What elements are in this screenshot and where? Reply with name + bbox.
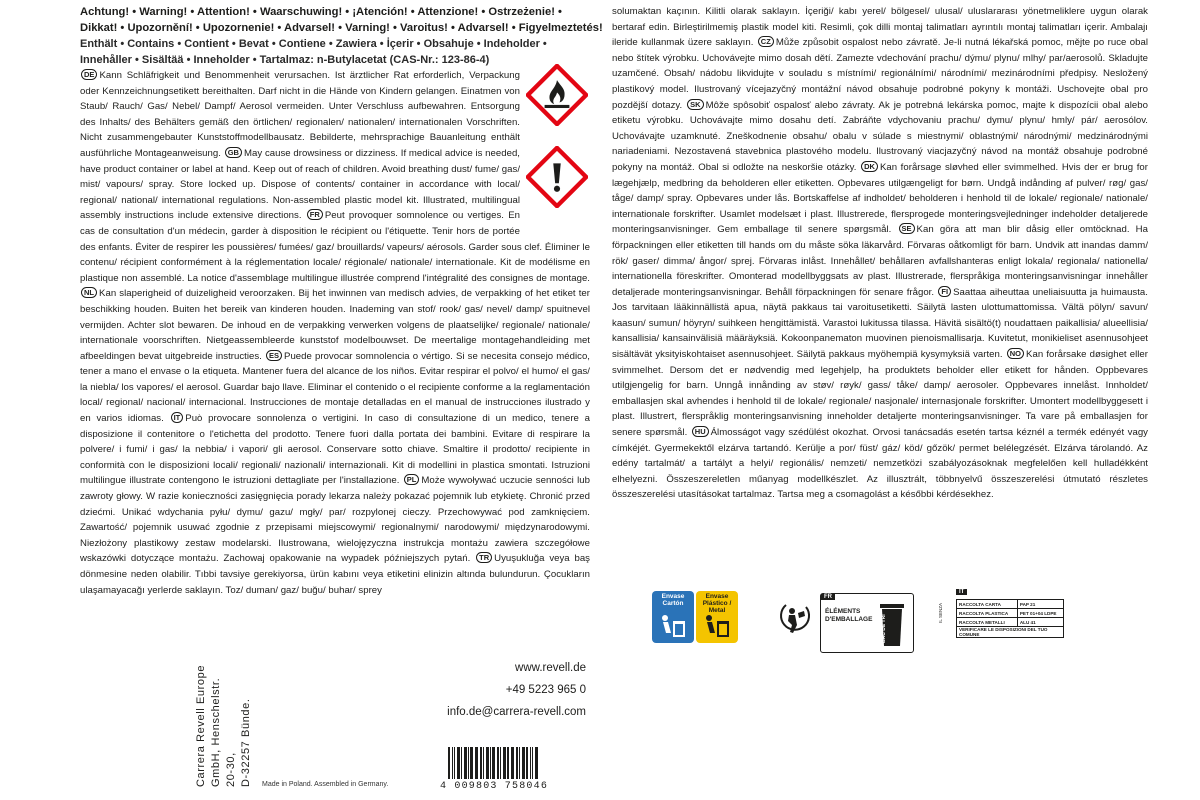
right-column [612,4,1148,503]
language-badge-it: IT [171,412,184,423]
safety-text-es: Puede provocar somnolencia o vértigo. Si se necesita consejo médico, tener a mano el envase o la etiqueta. Mantener fuera del alcance de los niños. Evitar respirar el polvo/ el humo/ el gas/ la niebla/ los vapores/ el aerosol. Guardar bajo llave. Eliminar el contenido o el recipiente conforme a la reglamentación local/ regional/ nacional/ internacional. Instrucciones de montaje detalladas en el manual de instrucciones ilustrado y en varios idiomas. [80,350,590,425]
exclamation-hazard-icon [526,146,588,208]
barcode-bar [530,747,531,779]
it-recycling-table [956,599,1064,638]
barcode-bar [526,747,528,779]
language-badge-hu: HU [692,426,709,437]
barcode-bar [457,747,460,779]
safety-text-de: Kann Schläfrigkeit und Benommenheit verursachen. Ist ärztlicher Rat erforderlich, Verpackung oder Kennzeichnungsetikett bereithalten. Darf nicht in die Hände von Kindern gelangen. Einatmen von Staub/ Rauch/ Gas/ Nebel/ Dampf/ Aerosol vermeiden. Unter Verschluss aufbewahren. Entsorgung des Inhalts/ des Behälters gemäß den örtlichen/ regionalen/ nationalen/ internationalen Vorschriften. Nicht zusammengebauter Kunststoffmodellbausatz. Bebilderte, mehrsprachige Bauanleitung enthält ausführliche Montageanweisung. [80,70,520,159]
barcode-bar [480,747,482,779]
it-row-code: PET 01+04 LDPE [1017,609,1063,618]
safety-text-right [612,4,1148,503]
address-line-3: D-32257 Bünde. [240,698,252,787]
barcode-bar [500,747,501,779]
language-badge-tr: TR [476,552,492,563]
barcode-bar [492,747,495,779]
phone-number: +49 5223 965 0 [505,684,586,696]
made-in-text: Made in Poland. Assembled in Germany. [262,781,389,788]
language-badge-gb: GB [225,147,242,158]
barcode-bar [535,747,538,779]
email-link[interactable]: info.de@carrera-revell.com [447,706,586,718]
website-link[interactable]: www.revell.de [515,662,586,674]
language-badge-fi: FI [938,286,951,297]
language-badge-cz: CZ [758,36,774,47]
barcode-bar [522,747,525,779]
barcode-bar [490,747,491,779]
blue-bin-icon [658,613,688,639]
language-badge-se: SE [899,223,915,234]
envase-plastico-label: Envase Plástico / Metal [702,593,732,614]
barcode-bar [464,747,467,779]
safety-text-nl: Kan slaperigheid of duizeligheid veroorzaken. Bij het inwinnen van medisch advies, de verpakking of het etiket ter beschikking houden. Buiten het bereik van kinderen houden. Inademing van stof/ rook/ gas/ nevel/ damp/ spuitnevel vermijden. Achter slot bewaren. De inhoud en de verpakking verwerken volgens de plaatselijke/ regionale/ nationale/ internationale voorschriften. Nietgeassembleerde kunststof modelbouwset. De meertalige montagehandleiding met afbeeldingen bevat uitgebreide instructies. [80,288,590,362]
it-country: IT [956,589,967,595]
barcode-bar [497,747,499,779]
contains-line-1: Enthält • Contains • Contient • Bevat • Contiene • Zawiera • İçerir • Obsahuje • Indeholder • [80,38,547,50]
triman-icon [778,599,814,639]
it-row-label: RACCOLTA PLASTICA [957,609,1018,618]
triman-label: ÉLÉMENTS D'EMBALLAGE [825,608,873,623]
barcode-digits: 4 009803 758046 [440,781,549,792]
language-badge-pl: PL [404,474,420,485]
it-row-label: RACCOLTA METALLI [957,618,1018,627]
language-badge-de: DE [81,69,97,80]
triman-recycling-mark [778,593,914,651]
barcode-bar [448,747,450,779]
table-row [957,609,1064,618]
envase-plastico-cell [696,591,738,643]
language-badge-fr: FR [307,209,323,220]
language-badge-nl: NL [81,287,97,298]
language-badge-no: NO [1007,348,1024,359]
warning-line-2: Dikkat! • Upozornění! • Upozornenie! • Advarsel! • Varning! • Varoitus! • Advarsel! • Figyelmeztetés! [80,22,603,34]
barcode-bar [516,747,518,779]
flammable-hazard-icon [526,64,588,126]
safety-text-hu: Álmosságot vagy szédülést okozhat. Orvosi tanácsadás esetén tartsa kéznél a termék edényét vagy címkéjét. Gyermekektől elzárva tartandó. Kerülje a por/ füst/ gáz/ köd/ gőzök/ permet belélegzését. Elzárva tárolandó. Az edény tartalmát/ a tartályt a helyi/ regionális/ nemzeti/ nemzetközi szabályozásoknak megfelelően kell hulladékként elhelyezni. Összeszereletlen műanyag modellkészlet. Az illusztrált, többnyelvű összeszerelési útmutató részletes összeszerelési utasításokat tartalmaz. Tartsa meg a csomagolást a későbbi kérdésekhez. [612,427,1148,501]
safety-text-se: Kan göra att man blir dåsig eller omtöcknad. Ha förpackningen eller etiketten till hands om du måste söka läkarvård. Förvaras oåtkomligt för barn. Undvik att inandas damm/ rök/ gaser/ dimma/ ångor/ sprej. Förvaras inlåst. Innehållet/ behållaren avfallshanteras enligt lokala/ regionala/ nationella/ internationella föreskrifter. Omonterad modellbyggsats av plast. Illustrerade, flerspråkiga monteringsanvisningar innehåller detaljerade monteringsanvisningar. Behåll förpackningen för senare frågor. [612,224,1148,298]
barcode-bar [511,747,514,779]
safety-text-continued: solumaktan kaçının. Kilitli olarak saklayın. İçeriği/ kabı yerel/ bölgesel/ ulusal/ uluslararası yönetmeliklere uygun olarak bertaraf edin. Birleştirilmemiş plastik model kiti. Resimli, çok dilli montaj talimatları ayrıntılı montaj talimatları içerir. Ambalajı ileride kullanmak üzere saklayın. [612,6,1148,49]
address-line-2: GmbH, Henschelstr. 20-30, [210,677,237,787]
safety-text-pl: Może wywoływać uczucie senności lub zawroty głowy. W razie konieczności zasięgnięcia porady lekarza należy pokazać pojemnik lub etykietę. Chronić przed dziećmi. Unikać wdychania pyłu/ dymu/ gazu/ mgły/ par/ rozpylonej cieczy. Przechowywać pod zamknięciem. Zawartość/ pojemnik usuwać zgodnie z przepisami miejscowymi/ regionalnymi/ narodowymi/ międzynarodowymi. Niezłożony plastikowy zestaw modelarski. Ilustrowana, wielojęzyczna instrukcja montażu zawiera szczegółowe wskazówki dotyczące montażu. Zachowaj opakowanie na wypadek późniejszych pytań. [80,475,591,565]
envase-carton-cell [652,591,694,643]
it-row-label: RACCOLTA CARTA [957,600,1018,609]
it-footer: VERIFICARE LE DISPOSIZIONI DEL TUO COMUNE [957,627,1064,638]
barcode-bar [454,747,455,779]
company-info-block [196,657,596,797]
barcode-bar [486,747,489,779]
barcode-bar [483,747,484,779]
barcode-bar [468,747,469,779]
it-row-code: ALU 41 [1017,618,1063,627]
envase-carton-label: Envase Cartón [661,593,685,607]
left-column [80,4,603,598]
contact-info [256,657,586,723]
safety-text-cz: Může způsobit ospalost nebo závratě. Je-li nutná lékařská pomoc, mějte po ruce obal nebo štítek výrobku. Uchovávejte mimo dosah dětí. Zamezte vdechování prachu/ dýmu/ plynu/ mlhy/ par/aerosolů. Skladujte uzamčené. Obsah/ nádobu likvidujte v souladu s místními/ regionálními/ národními/ mezinárodními předpisy. Nesložený plastikový model. Ilustrovaný vícejazyčný montážní návod obsahuje podrobné pokyny k montáži. Uschovejte obal pro pozdější dotazy. [612,37,1148,111]
triman-country: FR [821,594,835,600]
barcode-bar [461,747,462,779]
address-line-1: Carrera Revell Europe [195,664,207,787]
safety-text-fi: Saattaa aiheuttaa uneliaisuutta ja huimausta. Jos tarvitaan lääkinnällistä apua, näytä pakkaus tai varoitusetiketti. Säilytä lasten ulottumattomissa. Vältä pölyn/ savun/ kaasun/ sumun/ höyryn/ suihkeen hengittämistä. Varastoi lukitussa tilassa. Hävitä sisältö(t) noudattaen paikallisia/ alueellisia/ kansallisia/ kansainvälisiä määräyksiä. Kokoonpanematon muovinen pienoismallisarja. Kuvitetut, monikieliset asennusohjeet sisältävät yksityiskohtaiset asennusohjeet. Säilytä pakkaus myöhempiä kysymyksiä varten. [612,286,1148,361]
safety-text-it: Può provocare sonnolenza o vertigini. In caso di consultazione di un medico, tenere a disposizione il contenitore o l'etichetta del prodotto. Tenere fuori dalla portata dei bambini. Evitare di respirare la polvere/ i fumi/ i gas/ la nebbia/ i vapori/ gli aerosol. Conservare sotto chiave. Smaltire il prodotto/ recipiente in conformità con le disposizioni locali/ regionali/ nazionali/ internazionali. Kit di modellini in plastica smontati. Istruzioni multilingue illustrate contengono le istruzioni dettagliate per l'installazione. [80,413,590,487]
barcode-bar [507,747,509,779]
safety-text-no: Kan forårsake døsighet eller svimmelhet. Dersom det er nødvendig med legehjelp, ha produktets beholder eller etikett for hånden. Oppbevares utilgjengelig for barn. Unngå innånding av støv/ røyk/ gass/ tåke/ damp/ aerosoler. Oppbevares innelåst. Innholdet/ emballasjen skal avhendes i henhold til de lokale/ regionale/ nasjonale/ internasjonale forskrifter. Umontert modellbyggesett i plast. Illustrert, flerspråklig monteringsanvisning inneholder detaljerte monteringsanvisninger. Ta vare på emballasjen for senere spørsmål. [612,349,1149,439]
safety-text-sk: Môže spôsobiť ospalosť alebo závraty. Ak je potrebná lekárska pomoc, majte k dispozícii obal alebo etiketu výrobku. Uchovávajte mimo dosahu detí. Zabráňte vdychovaniu prachu/ dymu/ plynu/ hmly/ pár/ aerosólov. Uchovávajte uzamknuté. Zneškodnenie obsahu/ obalu v súlade s miestnymi/ oblastnými/ národnými/ medzinárodnými nariadeniami. Nezostavená stavebnica plastového modelu. Ilustrovaný viacjazyčný návod na montáž obsahuje podrobné pokyny na montáž. Obal si odložte na neskoršie otázky. [612,99,1148,173]
yellow-bin-icon [702,613,732,639]
safety-text-tr: Uyuşukluğa veya baş dönmesine neden olabilir. Tıbbi tavsiye gerekiyorsa, ürün kabını veya etiketini elinizin altında bulundurun. Çocukların ulaşamayacağı yerlerde saklayın. Toz/ duman/ gaz/ buğu/ buhar/ sprey [80,553,591,596]
table-row [957,627,1064,638]
safety-text-dk: Kan forårsage sløvhed eller svimmelhed. Hvis der er brug for lægehjælp, medbring da beholderen eller etiketten. Opbevares utilgængeligt for børn. Undgå indånding af pulver/ røg/ gas/ tåge/ damp/ spray. Opbevares under lås. Bortskaffelse af indholdet/ beholderen i henhold til de lokale/ regionale/ nationale/ internationale forskrifter. Usamlet modelsæt i plast. Illustrerede, flersprogede monteringsvejledninger indeholder detaljerede monteringsanvisninger. Gem emballage til senere spørgsmål. [612,161,1148,236]
italian-recycling-label [938,589,1066,647]
language-badge-dk: DK [861,161,878,172]
barcode-bar [452,747,453,779]
it-row-code: PAP 21 [1017,600,1063,609]
safety-text-fr: Peut provoquer somnolence ou vertiges. En cas de consultation d'un médecin, garder à disposition le récipient ou l'étiquette. Tenir hors de portée des enfants. Éviter de respirer les poussières/ fumées/ gaz/ brouillards/ vapeurs/ aérosols. Garder sous clef. Éliminer le contenu/ récipient conformément à la réglementation locale/ régionale/ nationale/ internationale. Kit de modélisme en plastique non assemblé. La notice d'assemblage multilingue illustrée comprend l'intégralité des consignes de montage. [80,210,590,284]
safety-text-gb: May cause drowsiness or dizziness. If medical advice is needed, have product container or label at hand. Keep out of reach of children. Avoid breathing dust/ fume/ gas/ mist/ vapours/ spray. Store locked up. Dispose of contents/ container in accordance with local/ regional/ national/ international regulations. Non-assembled plastic model kit. Illustrated, multilingual assembly instructions include extensive directions. [80,147,520,222]
contains-line-2: Innehåller • Sisältää • Inneholder • Tartalmaz: n-Butylacetat (CAS-Nr.: 123-86-4) [80,54,490,66]
table-row [957,618,1064,627]
it-side-text: IL SENZA [938,603,943,623]
barcode-bar [519,747,520,779]
table-row [957,600,1064,609]
safety-text-left [80,68,590,598]
warning-line-1: Achtung! • Warning! • Attention! • Waarschuwing! • ¡Atención! • Attenzione! • Ostrzeżenie! • [80,6,562,18]
barcode-bar [470,747,473,779]
language-badge-es: ES [266,350,282,361]
barcode-bar [475,747,478,779]
envase-recycling-mark [652,591,738,643]
sorting-bin-label: BAC DE TRI [881,614,887,644]
triman-info-box [820,593,914,653]
language-badge-sk: SK [687,99,703,110]
barcode-bar [532,747,533,779]
barcode-bar [503,747,506,779]
